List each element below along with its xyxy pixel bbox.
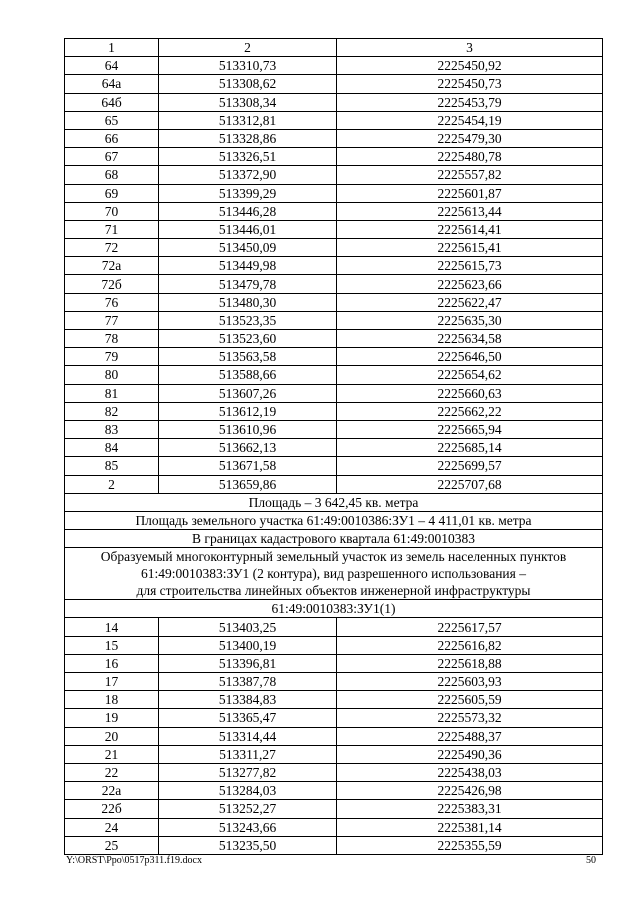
x-coordinate-cell: 513662,13 bbox=[159, 439, 337, 457]
parcel-description-line: 61:49:0010383:ЗУ1 (2 контура), вид разрешенного использования – bbox=[141, 566, 526, 582]
table-row bbox=[65, 257, 603, 275]
x-coordinate-cell: 513446,28 bbox=[159, 202, 337, 220]
contour-id-line: 61:49:0010383:ЗУ1(1) bbox=[271, 601, 396, 617]
table-row bbox=[65, 384, 603, 402]
x-coordinate-cell: 513328,86 bbox=[159, 129, 337, 147]
y-coordinate-cell: 2225480,78 bbox=[337, 148, 603, 166]
point-number-cell: 24 bbox=[65, 818, 159, 836]
x-coordinate-cell: 513326,51 bbox=[159, 148, 337, 166]
y-coordinate-cell: 2225615,41 bbox=[337, 239, 603, 257]
y-coordinate-cell: 2225654,62 bbox=[337, 366, 603, 384]
x-coordinate-cell: 513284,03 bbox=[159, 782, 337, 800]
y-coordinate-cell: 2225665,94 bbox=[337, 420, 603, 438]
x-coordinate-cell: 513563,58 bbox=[159, 348, 337, 366]
table-row bbox=[65, 330, 603, 348]
header-col-3: 3 bbox=[337, 39, 603, 57]
point-number-cell: 72б bbox=[65, 275, 159, 293]
x-coordinate-cell: 513277,82 bbox=[159, 763, 337, 781]
point-number-cell: 25 bbox=[65, 836, 159, 854]
cadastral-quarter bbox=[65, 530, 603, 548]
table-row bbox=[65, 184, 603, 202]
x-coordinate-cell: 513314,44 bbox=[159, 727, 337, 745]
y-coordinate-cell: 2225613,44 bbox=[337, 202, 603, 220]
parcel-description-line: Образуемый многоконтурный земельный участок из земель населенных пунктов bbox=[100, 549, 567, 565]
table-row bbox=[65, 727, 603, 745]
point-number-cell: 68 bbox=[65, 166, 159, 184]
point-number-cell: 85 bbox=[65, 457, 159, 475]
x-coordinate-cell: 513523,60 bbox=[159, 330, 337, 348]
point-number-cell: 83 bbox=[65, 420, 159, 438]
parcel-area-summary-line: Площадь земельного участка 61:49:0010386:ЗУ1 – 4 411,01 кв. метра bbox=[135, 512, 532, 528]
parcel-description-line: для строительства линейных объектов инженерной инфраструктуры bbox=[136, 583, 531, 599]
point-number-cell: 64б bbox=[65, 93, 159, 111]
point-number-cell: 82 bbox=[65, 402, 159, 420]
area-summary bbox=[65, 493, 603, 511]
y-coordinate-cell: 2225383,31 bbox=[337, 800, 603, 818]
table-row bbox=[65, 673, 603, 691]
y-coordinate-cell: 2225605,59 bbox=[337, 691, 603, 709]
point-number-cell: 69 bbox=[65, 184, 159, 202]
point-number-cell: 19 bbox=[65, 709, 159, 727]
table-row bbox=[65, 745, 603, 763]
area-summary-line: Площадь – 3 642,45 кв. метра bbox=[248, 494, 419, 510]
y-coordinate-cell: 2225617,57 bbox=[337, 618, 603, 636]
point-number-cell: 21 bbox=[65, 745, 159, 763]
table-row bbox=[65, 148, 603, 166]
x-coordinate-cell: 513384,83 bbox=[159, 691, 337, 709]
point-number-cell: 17 bbox=[65, 673, 159, 691]
parcel-area-summary-row bbox=[65, 511, 603, 529]
table-row bbox=[65, 166, 603, 184]
y-coordinate-cell: 2225479,30 bbox=[337, 129, 603, 147]
x-coordinate-cell: 513387,78 bbox=[159, 673, 337, 691]
point-number-cell: 2 bbox=[65, 475, 159, 493]
y-coordinate-cell: 2225699,57 bbox=[337, 457, 603, 475]
y-coordinate-cell: 2225453,79 bbox=[337, 93, 603, 111]
header-col-1: 1 bbox=[65, 39, 159, 57]
point-number-cell: 22а bbox=[65, 782, 159, 800]
table-row bbox=[65, 239, 603, 257]
point-number-cell: 22б bbox=[65, 800, 159, 818]
y-coordinate-cell: 2225454,19 bbox=[337, 111, 603, 129]
x-coordinate-cell: 513308,62 bbox=[159, 75, 337, 93]
x-coordinate-cell: 513446,01 bbox=[159, 220, 337, 238]
x-coordinate-cell: 513311,27 bbox=[159, 745, 337, 763]
point-number-cell: 14 bbox=[65, 618, 159, 636]
x-coordinate-cell: 513479,78 bbox=[159, 275, 337, 293]
point-number-cell: 66 bbox=[65, 129, 159, 147]
table-row bbox=[65, 636, 603, 654]
point-number-cell: 20 bbox=[65, 727, 159, 745]
table-row bbox=[65, 800, 603, 818]
y-coordinate-cell: 2225557,82 bbox=[337, 166, 603, 184]
coordinates-table bbox=[64, 38, 603, 855]
table-header-row bbox=[65, 39, 603, 57]
y-coordinate-cell: 2225355,59 bbox=[337, 836, 603, 854]
y-coordinate-cell: 2225618,88 bbox=[337, 654, 603, 672]
table-row bbox=[65, 763, 603, 781]
parcel-description bbox=[65, 548, 603, 600]
y-coordinate-cell: 2225450,73 bbox=[337, 75, 603, 93]
x-coordinate-cell: 513671,58 bbox=[159, 457, 337, 475]
x-coordinate-cell: 513399,29 bbox=[159, 184, 337, 202]
point-number-cell: 22 bbox=[65, 763, 159, 781]
y-coordinate-cell: 2225623,66 bbox=[337, 275, 603, 293]
point-number-cell: 72 bbox=[65, 239, 159, 257]
point-number-cell: 72а bbox=[65, 257, 159, 275]
table-row bbox=[65, 202, 603, 220]
table-row bbox=[65, 348, 603, 366]
point-number-cell: 81 bbox=[65, 384, 159, 402]
table-row bbox=[65, 129, 603, 147]
x-coordinate-cell: 513365,47 bbox=[159, 709, 337, 727]
y-coordinate-cell: 2225426,98 bbox=[337, 782, 603, 800]
x-coordinate-cell: 513449,98 bbox=[159, 257, 337, 275]
x-coordinate-cell: 513450,09 bbox=[159, 239, 337, 257]
table-row bbox=[65, 709, 603, 727]
table-row bbox=[65, 75, 603, 93]
point-number-cell: 67 bbox=[65, 148, 159, 166]
point-number-cell: 15 bbox=[65, 636, 159, 654]
x-coordinate-cell: 513659,86 bbox=[159, 475, 337, 493]
y-coordinate-cell: 2225707,68 bbox=[337, 475, 603, 493]
parcel-description-row bbox=[65, 548, 603, 600]
table-row bbox=[65, 782, 603, 800]
point-number-cell: 84 bbox=[65, 439, 159, 457]
header-col-2: 2 bbox=[159, 39, 337, 57]
y-coordinate-cell: 2225646,50 bbox=[337, 348, 603, 366]
table-row bbox=[65, 57, 603, 75]
contour-id bbox=[65, 600, 603, 618]
y-coordinate-cell: 2225616,82 bbox=[337, 636, 603, 654]
table-row bbox=[65, 618, 603, 636]
footer-file-path: Y:\ORST\Ppo\0517p311.f19.docx bbox=[66, 855, 202, 866]
table-row bbox=[65, 691, 603, 709]
x-coordinate-cell: 513310,73 bbox=[159, 57, 337, 75]
area-summary-row bbox=[65, 493, 603, 511]
y-coordinate-cell: 2225450,92 bbox=[337, 57, 603, 75]
y-coordinate-cell: 2225685,14 bbox=[337, 439, 603, 457]
x-coordinate-cell: 513235,50 bbox=[159, 836, 337, 854]
table-row bbox=[65, 836, 603, 854]
y-coordinate-cell: 2225614,41 bbox=[337, 220, 603, 238]
y-coordinate-cell: 2225381,14 bbox=[337, 818, 603, 836]
point-number-cell: 79 bbox=[65, 348, 159, 366]
y-coordinate-cell: 2225635,30 bbox=[337, 311, 603, 329]
table-row bbox=[65, 420, 603, 438]
table-row bbox=[65, 402, 603, 420]
point-number-cell: 78 bbox=[65, 330, 159, 348]
table-row bbox=[65, 366, 603, 384]
y-coordinate-cell: 2225601,87 bbox=[337, 184, 603, 202]
y-coordinate-cell: 2225488,37 bbox=[337, 727, 603, 745]
y-coordinate-cell: 2225615,73 bbox=[337, 257, 603, 275]
point-number-cell: 18 bbox=[65, 691, 159, 709]
table-row bbox=[65, 457, 603, 475]
point-number-cell: 71 bbox=[65, 220, 159, 238]
x-coordinate-cell: 513523,35 bbox=[159, 311, 337, 329]
y-coordinate-cell: 2225622,47 bbox=[337, 293, 603, 311]
y-coordinate-cell: 2225573,32 bbox=[337, 709, 603, 727]
point-number-cell: 65 bbox=[65, 111, 159, 129]
x-coordinate-cell: 513588,66 bbox=[159, 366, 337, 384]
y-coordinate-cell: 2225660,63 bbox=[337, 384, 603, 402]
point-number-cell: 70 bbox=[65, 202, 159, 220]
table-row bbox=[65, 654, 603, 672]
x-coordinate-cell: 513396,81 bbox=[159, 654, 337, 672]
y-coordinate-cell: 2225634,58 bbox=[337, 330, 603, 348]
x-coordinate-cell: 513610,96 bbox=[159, 420, 337, 438]
y-coordinate-cell: 2225662,22 bbox=[337, 402, 603, 420]
table-row bbox=[65, 311, 603, 329]
table-row bbox=[65, 220, 603, 238]
point-number-cell: 16 bbox=[65, 654, 159, 672]
footer-page-number: 50 bbox=[586, 855, 596, 866]
x-coordinate-cell: 513372,90 bbox=[159, 166, 337, 184]
x-coordinate-cell: 513400,19 bbox=[159, 636, 337, 654]
point-number-cell: 77 bbox=[65, 311, 159, 329]
table-row bbox=[65, 93, 603, 111]
cadastral-quarter-row bbox=[65, 530, 603, 548]
point-number-cell: 64 bbox=[65, 57, 159, 75]
point-number-cell: 80 bbox=[65, 366, 159, 384]
table-row bbox=[65, 293, 603, 311]
cadastral-quarter-line: В границах кадастрового квартала 61:49:0010383 bbox=[192, 531, 475, 547]
x-coordinate-cell: 513252,27 bbox=[159, 800, 337, 818]
table-row bbox=[65, 111, 603, 129]
y-coordinate-cell: 2225490,36 bbox=[337, 745, 603, 763]
y-coordinate-cell: 2225438,03 bbox=[337, 763, 603, 781]
x-coordinate-cell: 513403,25 bbox=[159, 618, 337, 636]
x-coordinate-cell: 513480,30 bbox=[159, 293, 337, 311]
point-number-cell: 64а bbox=[65, 75, 159, 93]
x-coordinate-cell: 513607,26 bbox=[159, 384, 337, 402]
table-row bbox=[65, 818, 603, 836]
y-coordinate-cell: 2225603,93 bbox=[337, 673, 603, 691]
table-row bbox=[65, 475, 603, 493]
x-coordinate-cell: 513612,19 bbox=[159, 402, 337, 420]
contour-id-row bbox=[65, 600, 603, 618]
x-coordinate-cell: 513312,81 bbox=[159, 111, 337, 129]
table-row bbox=[65, 275, 603, 293]
point-number-cell: 76 bbox=[65, 293, 159, 311]
parcel-area-summary bbox=[65, 511, 603, 529]
x-coordinate-cell: 513308,34 bbox=[159, 93, 337, 111]
table-row bbox=[65, 439, 603, 457]
x-coordinate-cell: 513243,66 bbox=[159, 818, 337, 836]
